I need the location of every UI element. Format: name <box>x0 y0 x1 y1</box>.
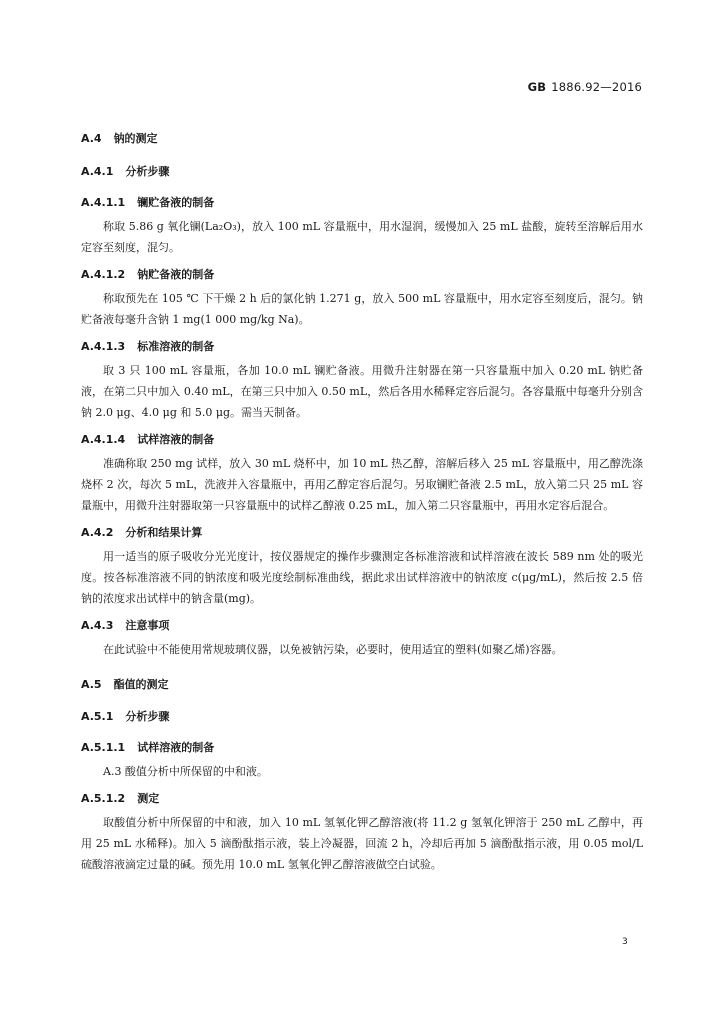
section-number: A.4.1.3 <box>81 340 126 353</box>
section-number: A.4.2 <box>81 526 114 539</box>
paragraph: 取酸值分析中所保留的中和液，加入 10 mL 氢氧化钾乙醇溶液(将 11.2 g 氢氧化钾溶于 250 mL 乙醇中，再用 25 mL 水稀释)。加入 5 滴酚酞指示液，装上冷凝器，回流 2 h，冷却后再加 5 滴酚酞指示液，用 0.05 mol/L 硫酸溶液滴定过量的碱。预先用 10.0 mL 氢氧化钾乙醇溶液做空白试验。 <box>81 816 643 871</box>
section-title: 酯值的测定 <box>113 678 169 691</box>
section-title: 标准溶液的制备 <box>137 340 215 353</box>
paragraph: 称取 5.86 g 氧化镧(La₂O₃)，放入 100 mL 容量瓶中，用水湿润，缓慢加入 25 mL 盐酸，旋转至溶解后用水定容至刻度，混匀。 <box>81 220 643 254</box>
paragraph: 取 3 只 100 mL 容量瓶，各加 10.0 mL 镧贮备液。用微升注射器在第一只容量瓶中加入 0.20 mL 钠贮备液，在第二只中加入 0.40 mL，在第三只中加入 0.50 mL，然后各用水稀释定容后混匀。各容量瓶中每毫升分别含钠 2.0 μg、4.0 μg 和 5.0 μg。需当天制备。 <box>81 364 643 419</box>
section-number: A.4.1.1 <box>81 196 126 209</box>
section-number: A.4 <box>81 132 102 145</box>
section-heading <box>81 340 643 354</box>
standard-prefix: GB <box>527 80 547 94</box>
section-title: 钠的测定 <box>113 132 158 145</box>
document-body <box>81 132 643 875</box>
section-heading <box>81 196 643 210</box>
section-number: A.5 <box>81 678 102 691</box>
section-heading <box>81 433 643 447</box>
section-number: A.4.3 <box>81 619 114 632</box>
standard-number-header <box>528 80 642 94</box>
section-number: A.5.1 <box>81 710 114 723</box>
section-number: A.4.1.4 <box>81 433 126 446</box>
section-heading <box>81 526 643 540</box>
section-title: 测定 <box>137 792 160 805</box>
section-number: A.4.1 <box>81 165 114 178</box>
section-heading <box>81 741 643 755</box>
section-heading <box>81 792 643 806</box>
section-number: A.5.1.1 <box>81 741 126 754</box>
section-heading <box>81 268 643 282</box>
page-number: 3 <box>622 937 628 947</box>
section-title: 试样溶液的制备 <box>137 433 215 446</box>
section-title: 分析步骤 <box>125 165 170 178</box>
paragraph: A.3 酸值分析中所保留的中和液。 <box>103 765 268 778</box>
section-heading <box>81 165 643 179</box>
section-title: 注意事项 <box>125 619 170 632</box>
section-title: 分析步骤 <box>125 710 170 723</box>
paragraph: 称取预先在 105 ℃ 下干燥 2 h 后的氯化钠 1.271 g，放入 500 mL 容量瓶中，用水定容至刻度后，混匀。钠贮备液每毫升含钠 1 mg(1 000 mg/kg Na)。 <box>81 292 643 326</box>
paragraph: 用一适当的原子吸收分光光度计，按仪器规定的操作步骤测定各标准溶液和试样溶液在波长 589 nm 处的吸光度。按各标准溶液不同的钠浓度和吸光度绘制标准曲线，据此求出试样溶液中的钠浓度 c(μg/mL)，然后按 2.5 倍钠的浓度求出试样中的钠含量(mg)。 <box>81 550 643 605</box>
paragraph: 在此试验中不能使用常规玻璃仪器，以免被钠污染，必要时，使用适宜的塑料(如聚乙烯)容器。 <box>103 643 563 656</box>
section-title: 钠贮备液的制备 <box>137 268 215 281</box>
standard-number: 1886.92—2016 <box>551 80 642 94</box>
section-title: 分析和结果计算 <box>125 526 203 539</box>
section-heading <box>81 619 643 633</box>
section-heading <box>81 710 643 724</box>
paragraph: 准确称取 250 mg 试样，放入 30 mL 烧杯中，加 10 mL 热乙醇，溶解后移入 25 mL 容量瓶中，用乙醇洗涤烧杯 2 次，每次 5 mL，洗液并入容量瓶中，再用乙醇定容后混匀。另取镧贮备液 2.5 mL，放入第二只 25 mL 容量瓶中，用微升注射器取第一只容量瓶中的试样乙醇液 0.25 mL，加入第二只容量瓶中，再用水定容后混合。 <box>81 457 643 512</box>
section-heading <box>81 678 643 692</box>
section-title: 试样溶液的制备 <box>137 741 215 754</box>
section-number: A.5.1.2 <box>81 792 126 805</box>
section-heading <box>81 132 643 146</box>
section-title: 镧贮备液的制备 <box>137 196 215 209</box>
section-number: A.4.1.2 <box>81 268 126 281</box>
